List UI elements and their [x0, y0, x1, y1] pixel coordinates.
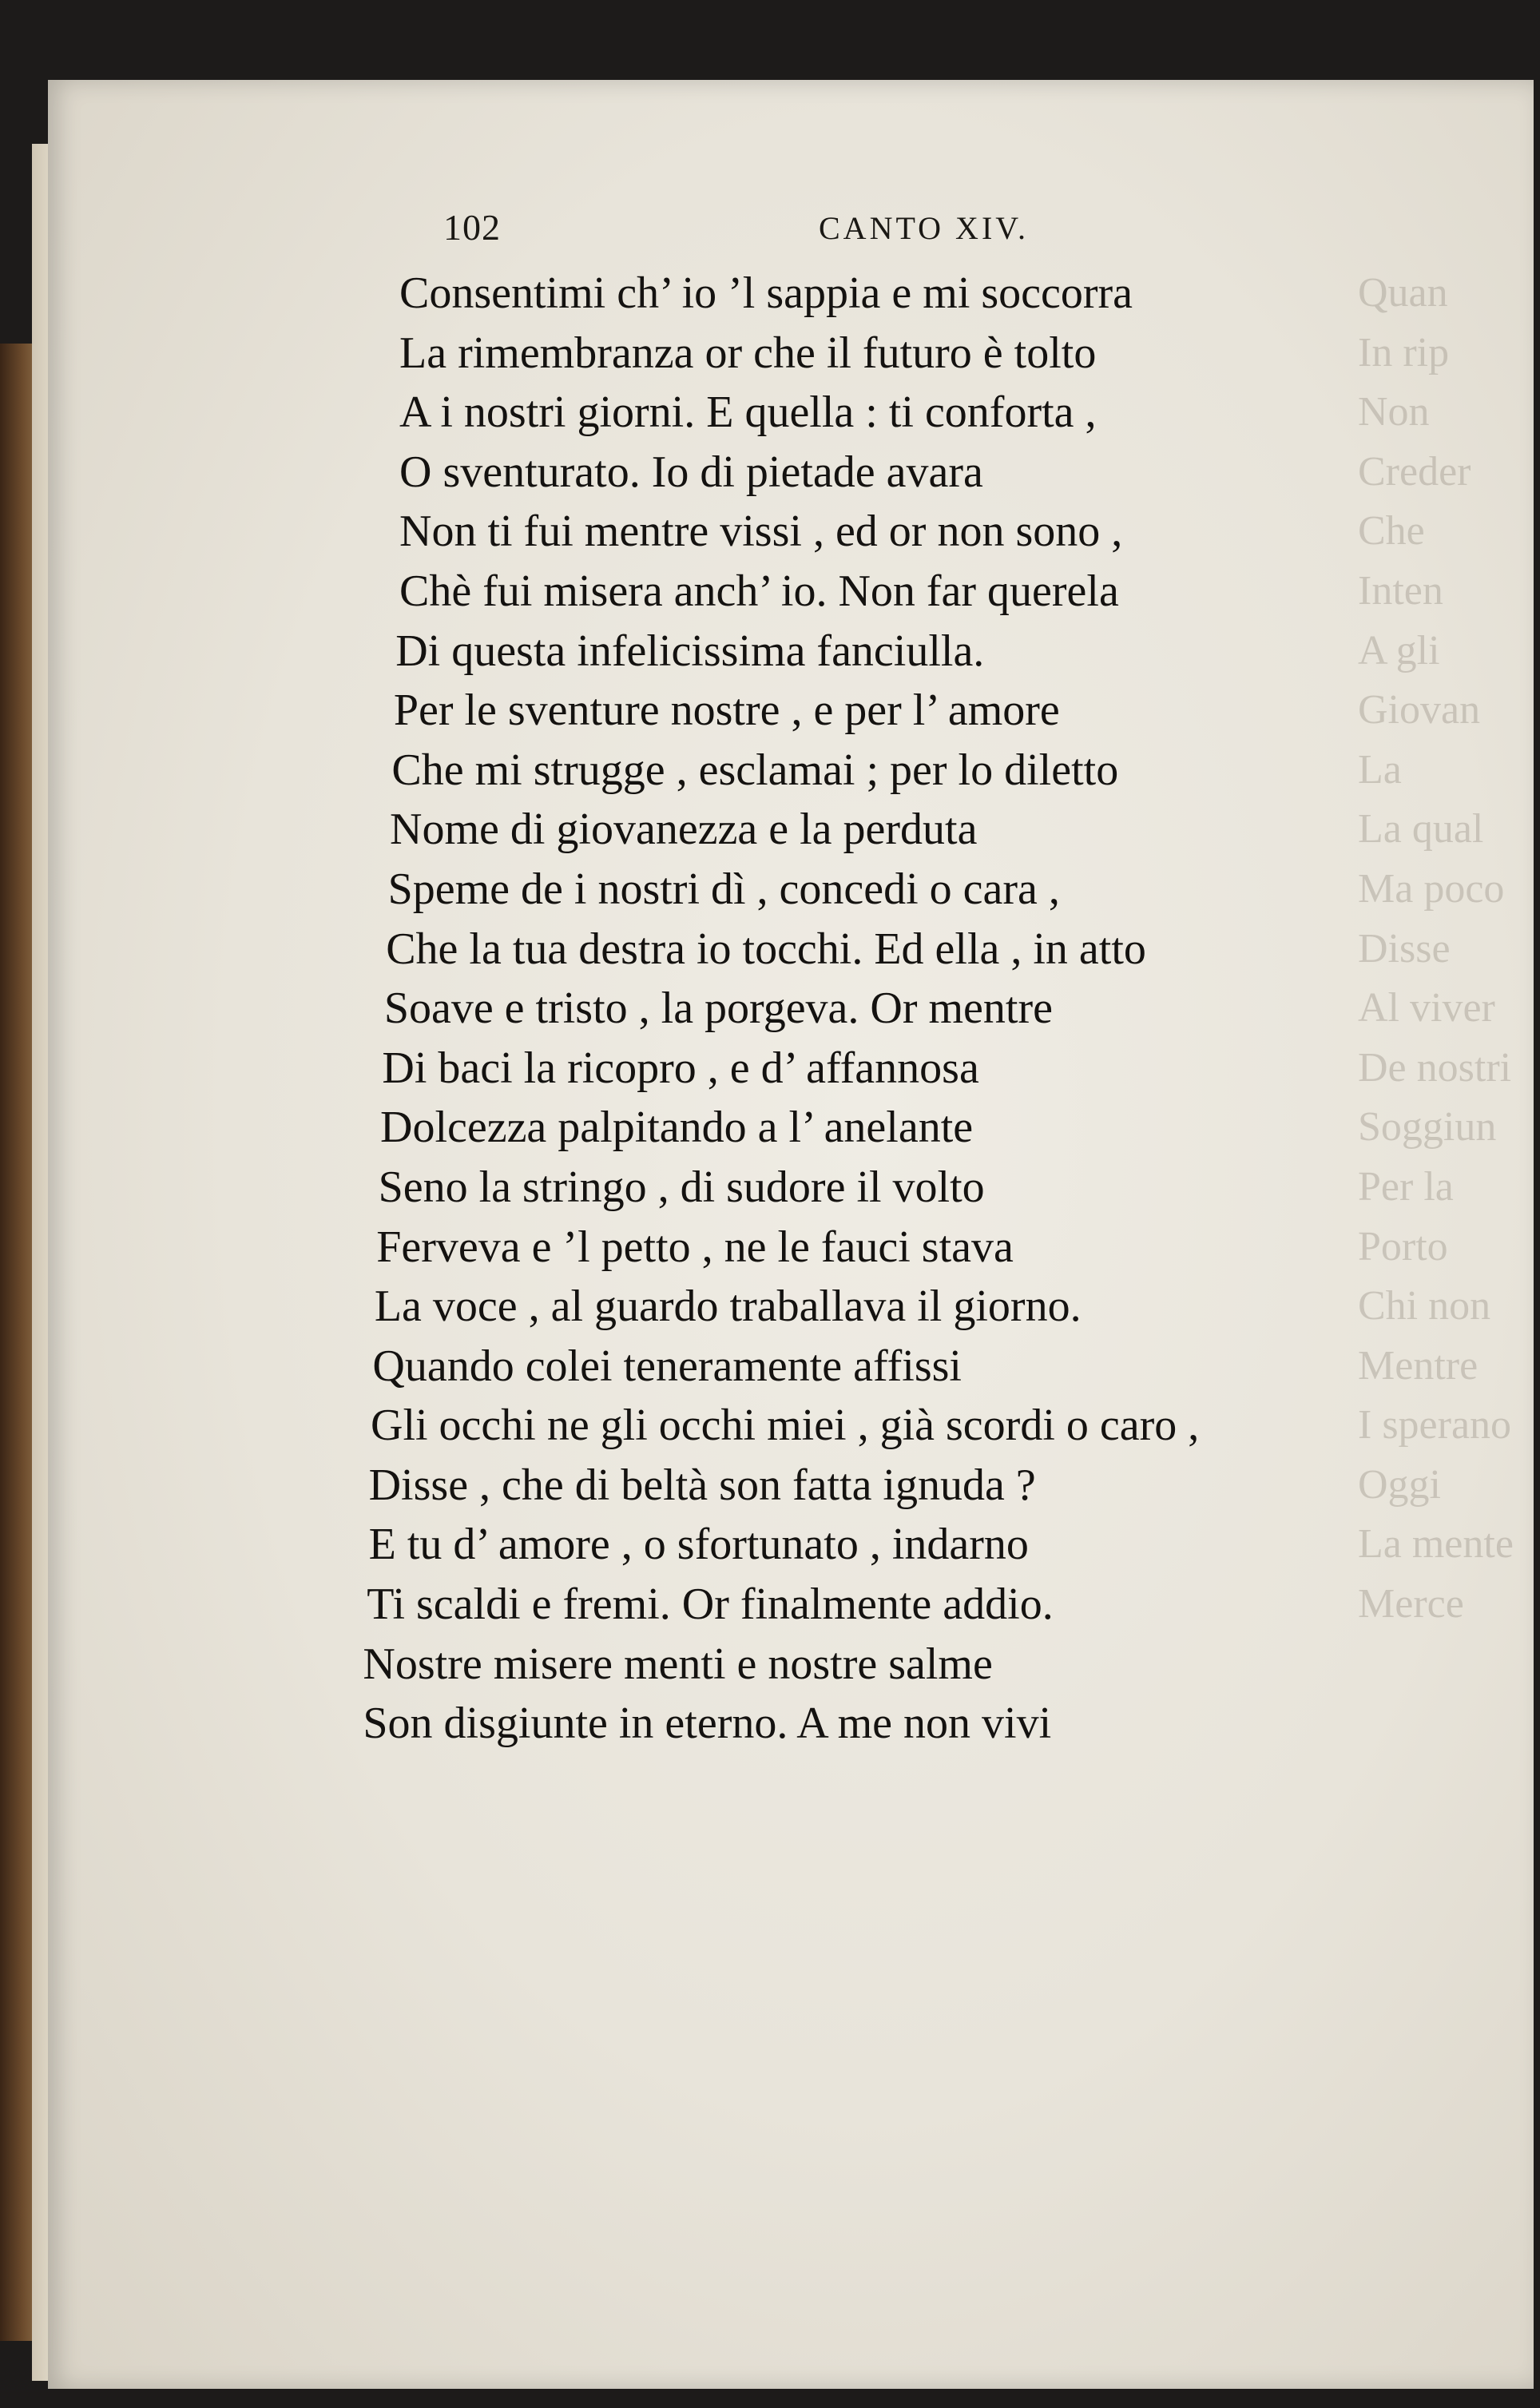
show-through-line: Disse	[1358, 925, 1451, 972]
show-through-line: Al viver	[1358, 985, 1495, 1031]
verse-line: Consentimi ch’ io ’l sappia e mi soccorra	[399, 268, 1133, 318]
verse-line: Che mi strugge , esclamai ; per lo diletto	[391, 745, 1119, 795]
verse-line: Seno la stringo , di sudore il volto	[378, 1162, 985, 1212]
show-through-line: Quan	[1358, 270, 1448, 316]
verse-line: Ferveva e ’l petto , ne le fauci stava	[376, 1222, 1014, 1272]
show-through-line: La qual	[1358, 806, 1484, 852]
verse-line: Soave e tristo , la porgeva. Or mentre	[383, 983, 1053, 1034]
verse-line: Per le sventure nostre , e per l’ amore	[393, 685, 1060, 736]
verse-line: Nostre misere menti e nostre salme	[363, 1639, 993, 1689]
page-number: 102	[443, 207, 501, 248]
show-through-line: Oggi	[1358, 1461, 1441, 1508]
show-through-line: Chi non	[1358, 1283, 1491, 1329]
show-through-line: Mentre	[1358, 1342, 1478, 1389]
show-through-line: I sperano	[1358, 1402, 1512, 1448]
show-through-line: Soggiun	[1358, 1104, 1497, 1150]
verse-line: Gli occhi ne gli occhi miei , già scordi o caro ,	[371, 1401, 1200, 1451]
show-through-line: La	[1358, 746, 1402, 793]
verse-line: Di questa infelicissima fanciulla.	[395, 626, 985, 676]
show-through-line: Ma poco	[1358, 865, 1505, 912]
verse-line: Di baci la ricopro , e d’ affannosa	[382, 1043, 979, 1093]
verse-line: Chè fui misera anch’ io. Non far querela	[399, 566, 1119, 616]
verse-line: Son disgiunte in eterno. A me non vivi	[363, 1699, 1052, 1749]
verse-line: Nome di giovanezza e la perduta	[390, 805, 978, 855]
show-through-line: In rip	[1358, 329, 1450, 376]
verse-line: Disse , che di beltà son fatta ignuda ?	[368, 1460, 1036, 1510]
verse-line: A i nostri giorni. E quella : ti conforta ,	[399, 387, 1097, 438]
verse-line: Speme de i nostri dì , concedi o cara ,	[387, 864, 1060, 914]
verse-line: Quando colei teneramente affissi	[372, 1341, 962, 1391]
show-through-line: Porto	[1358, 1223, 1448, 1270]
show-through-line: Giovan	[1358, 687, 1481, 733]
show-through-line: Che	[1358, 508, 1425, 554]
verse-line: Ti scaldi e fremi. Or finalmente addio.	[367, 1580, 1054, 1630]
verse-line: E tu d’ amore , o sfortunato , indarno	[368, 1520, 1029, 1570]
show-through-line: De nostri	[1358, 1044, 1512, 1091]
show-through-line: Non	[1358, 389, 1430, 435]
show-through-line: Merce	[1358, 1581, 1464, 1627]
show-through-line: Creder	[1358, 448, 1471, 495]
show-through-line: A gli	[1358, 627, 1440, 674]
verse-line: Dolcezza palpitando a l’ anelante	[380, 1103, 974, 1153]
show-through-line: Per la	[1358, 1163, 1454, 1210]
verse-block	[363, 264, 1398, 1754]
page-header	[443, 206, 1050, 254]
verse-line: La rimembranza or che il futuro è tolto	[399, 328, 1097, 378]
verse-line: O sventurato. Io di pietade avara	[399, 447, 983, 497]
running-head: CANTO XIV.	[819, 210, 1029, 246]
verse-line: Non ti fui mentre vissi , ed or non sono ,	[399, 507, 1123, 557]
verse-line: Che la tua destra io tocchi. Ed ella , in atto	[386, 924, 1146, 974]
show-through-line: La mente	[1358, 1521, 1514, 1568]
verse-line: La voce , al guardo traballava il giorno.	[374, 1281, 1082, 1332]
show-through-line: Inten	[1358, 567, 1443, 614]
